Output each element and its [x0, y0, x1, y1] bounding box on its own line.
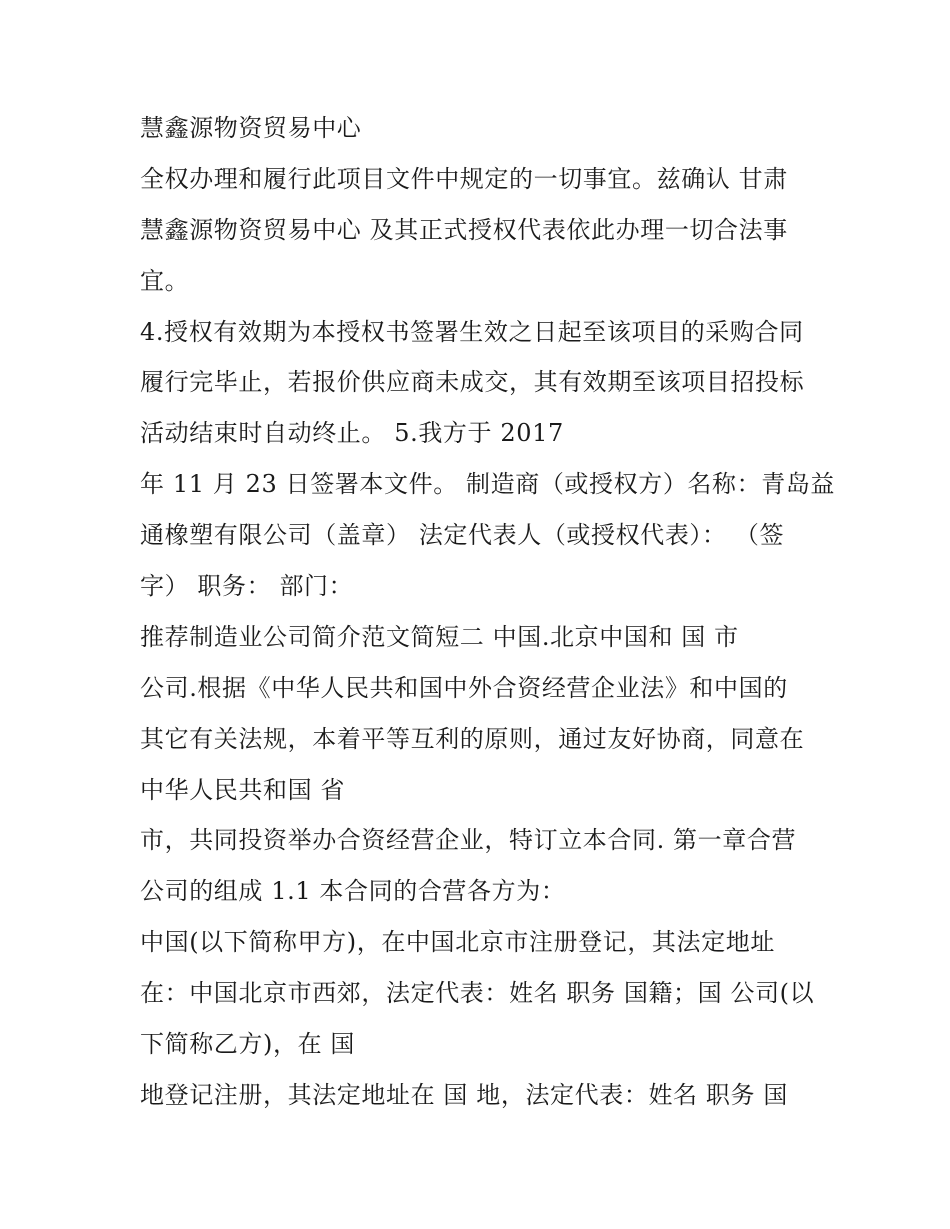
text-line: 字） 职务： 部门： [140, 572, 354, 601]
text-line: 其它有关法规，本着平等互利的原则，通过友好协商，同意在 [140, 724, 805, 753]
text-line: 慧鑫源物资贸易中心 及其正式授权代表依此办理一切合法事 [140, 215, 788, 244]
text-line: 全权办理和履行此项目文件中规定的一切事宜。兹确认 甘肃 [140, 164, 788, 193]
text-line: 年 11 月 23 日签署本文件。 制造商（或授权方）名称：青岛益 [140, 470, 836, 499]
text-line: 公司的组成 1.1 本合同的合营各方为： [140, 877, 566, 906]
text-line: 通橡塑有限公司（盖章） 法定代表人（或授权代表）： （签 [140, 521, 785, 550]
text-line: 下简称乙方)，在 国 [140, 1030, 355, 1059]
text-line: 慧鑫源物资贸易中心 [140, 114, 362, 142]
text-line: 中华人民共和国 省 [140, 775, 346, 804]
text-line: 地登记注册，其法定地址在 国 地，法定代表：姓名 职务 国 [140, 1080, 788, 1109]
text-line: 宜。 [140, 266, 190, 295]
document-body [140, 103, 836, 1121]
text-line: 中国(以下简称甲方)，在中国北京市注册登记，其法定地址 [140, 928, 775, 957]
text-line: 推荐制造业公司简介范文简短二 中国.北京中国和 国 市 [140, 622, 739, 651]
text-line: 活动结束时自动终止。 5.我方于 2017 [140, 419, 564, 448]
text-line: 履行完毕止，若报价供应商未成交，其有效期至该项目招投标 [140, 368, 805, 397]
text-line: 公司.根据《中华人民共和国中外合资经营企业法》和中国的 [140, 673, 788, 702]
text-line: 市，共同投资举办合资经营企业，特订立本合同. 第一章合营 [140, 826, 797, 855]
text-line: 在：中国北京市西郊，法定代表：姓名 职务 国籍；国 公司(以 [140, 979, 815, 1008]
text-line: 4.授权有效期为本授权书签署生效之日起至该项目的采购合同 [140, 317, 804, 346]
